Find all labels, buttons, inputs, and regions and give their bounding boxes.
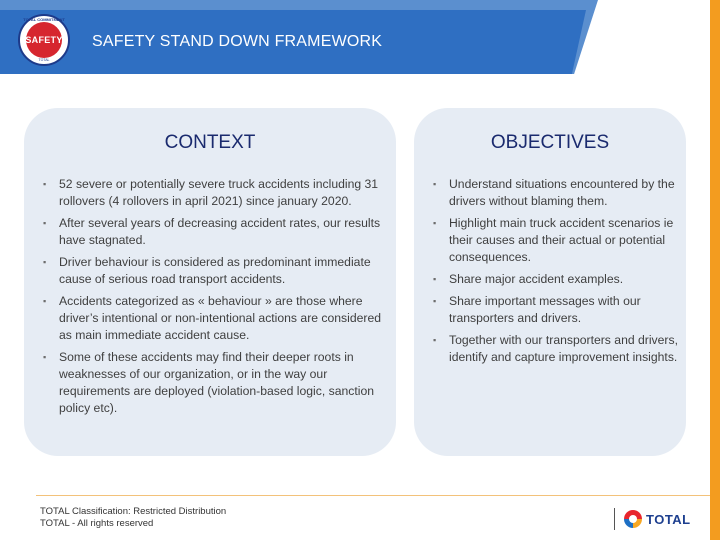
context-item-text: After several years of decreasing accident rates, our results have stagnated. <box>59 216 381 247</box>
objectives-item-text: Share important messages with our transporters and drivers. <box>449 294 641 325</box>
objectives-item-text: Together with our transporters and drivers, identify and capture improvement insights. <box>449 333 678 364</box>
brand-divider <box>614 508 615 530</box>
objectives-item <box>430 215 688 266</box>
context-panel <box>24 108 396 456</box>
context-item-text: Some of these accidents may find their deeper roots in weaknesses of our organization, or in the way our requirements are deployed (violation-based logic, sanction policy etc). <box>59 350 375 415</box>
bullet-icon: ▪ <box>43 296 47 306</box>
objectives-item-text: Highlight main truck accident scenarios ie their causes and their actual or potential consequences. <box>449 216 674 264</box>
context-item <box>40 254 390 288</box>
bullet-icon: ▪ <box>43 352 47 362</box>
context-item <box>40 176 390 210</box>
context-heading: CONTEXT <box>164 132 256 153</box>
safety-logo <box>18 14 70 66</box>
page-title: SAFETY STAND DOWN FRAMEWORK <box>92 33 383 50</box>
logo-center-text: SAFETY <box>25 35 63 45</box>
context-item <box>40 215 390 249</box>
bullet-icon: ▪ <box>43 179 47 189</box>
context-item <box>40 349 390 417</box>
bullet-icon: ▪ <box>433 218 437 228</box>
objectives-item-text: Understand situations encountered by the drivers without blaming them. <box>449 177 675 208</box>
logo-bottom-text: TOTAL <box>38 58 50 62</box>
context-item-text: Driver behaviour is considered as predominant immediate cause of serious road transport accidents. <box>59 255 371 286</box>
context-list <box>40 176 390 422</box>
objectives-item <box>430 176 688 210</box>
objectives-list <box>430 176 688 371</box>
objectives-heading: OBJECTIVES <box>490 132 610 153</box>
footer-notice <box>40 506 226 530</box>
brand-wordmark: TOTAL <box>646 511 691 527</box>
objectives-item <box>430 271 688 288</box>
objectives-item-text: Share major accident examples. <box>449 272 624 286</box>
objectives-panel <box>414 108 686 456</box>
objectives-item <box>430 293 688 327</box>
total-logo <box>624 509 698 529</box>
context-item <box>40 293 390 344</box>
bullet-icon: ▪ <box>433 274 437 284</box>
context-item-text: Accidents categorized as « behaviour » are those where driver’s intentional or non-intentional actions are considered as main immediate accident cause. <box>59 294 382 342</box>
bullet-icon: ▪ <box>43 257 47 267</box>
classification-text: TOTAL Classification: Restricted Distribution <box>40 506 227 517</box>
objectives-item <box>430 332 688 366</box>
footer-divider-line <box>36 495 710 496</box>
total-swirl-icon <box>624 510 642 528</box>
context-item-text: 52 severe or potentially severe truck accidents including 31 rollovers (4 rollovers in april 2021) since january 2020. <box>59 177 379 208</box>
bullet-icon: ▪ <box>43 218 47 228</box>
rights-text: TOTAL - All rights reserved <box>40 518 154 529</box>
logo-top-text: TOTAL COMMITMENT <box>23 17 65 22</box>
accent-side-bar <box>710 0 720 540</box>
bullet-icon: ▪ <box>433 296 437 306</box>
bullet-icon: ▪ <box>433 179 437 189</box>
logo-center <box>26 22 62 58</box>
bullet-icon: ▪ <box>433 335 437 345</box>
